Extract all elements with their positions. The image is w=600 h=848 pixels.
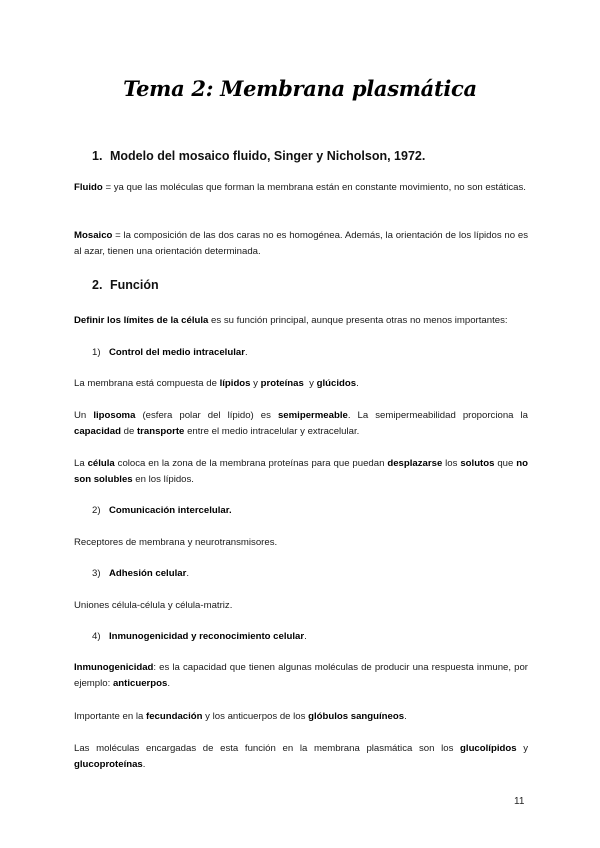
subsection-3-heading [92,566,189,582]
text-segment: y [303,378,317,389]
mosaico-paragraph [74,228,528,260]
text-segment: los [442,458,461,469]
bold-term: célula [87,458,115,469]
function-intro-bold: Definir los límites de la célula [74,315,209,326]
subsection-1-heading [92,345,248,361]
subsection-3-number: 3) [92,568,101,579]
section-1-number: 1. [92,149,103,163]
subsection-4-tail: . [304,631,307,642]
subsection-1-tail: . [244,347,248,358]
text-segment: : es la capacidad que tienen algunas moléculas de producir una respuesta inmune, por ejemplo: [74,662,528,689]
bold-term: transporte [136,426,185,437]
bold-term: Inmunogenicidad [74,662,154,673]
bold-term: liposoma [93,410,136,421]
section-2-number: 2. [92,278,103,292]
text-segment: La membrana está compuesta de [74,378,220,389]
bold-term: capacidad [74,426,121,437]
subsection-1-number: 1) [92,347,101,358]
text-segment: coloca en la zona de la membrana proteínas para que puedan [114,458,388,469]
bold-term: glúcidos [316,378,357,389]
text-segment: . [356,378,359,389]
text-segment: . [142,759,146,770]
bold-term: anticuerpos [112,678,168,689]
section-2-title: Función [110,278,159,292]
subsection-1-title: Control del medio intracelular [109,347,245,358]
bold-term: glóbulos sanguíneos [308,711,405,722]
subsection-3-title: Adhesión celular [109,568,187,579]
section-2-heading [92,278,159,292]
bold-term: glucolípidos [460,743,517,754]
subsection-4-title: Inmunogenicidad y reconocimiento celular [109,631,305,642]
text-segment: entre el medio intracelular y extracelular. [184,426,360,437]
subsection-2-number: 2) [92,505,101,516]
text-segment: que [494,458,517,469]
text-segment: Importante en la [74,711,146,722]
bold-term: fecundación [146,711,203,722]
text-segment: y los anticuerpos de los [202,711,309,722]
text-segment: y [516,743,529,754]
subsection-2-title: Comunicación intercelular. [109,505,232,516]
text-segment: y [250,378,261,389]
fluido-paragraph [74,180,528,196]
text-segment: en los lípidos. [132,474,194,485]
sub4-paragraph-3 [74,741,528,773]
page-title: Tema 2: Membrana plasmática [123,76,477,101]
text-segment: La [74,458,88,469]
subsection-4-number: 4) [92,631,101,642]
text-segment: Un [74,410,94,421]
sub1-paragraph-1 [74,376,528,392]
sub2-paragraph-1: Receptores de membrana y neurotransmisores. [74,537,278,548]
text-segment: Las moléculas encargadas de esta función en la membrana plasmática son los [74,743,461,754]
sub4-paragraph-2 [74,709,528,725]
text-segment: de [120,426,137,437]
sub3-paragraph-1: Uniones célula-célula y célula-matriz. [74,600,233,611]
bold-term: solutos [460,458,495,469]
bold-term: glucoproteínas [74,759,143,770]
fluido-text: = ya que las moléculas que forman la membrana están en constante movimiento, no son estáticas. [102,182,526,193]
mosaico-term: Mosaico [74,230,113,241]
sub1-paragraph-3 [74,456,528,488]
text-segment: . La semipermeabilidad proporciona la [347,410,528,421]
text-segment: . [167,678,170,689]
text-segment: (esfera polar del lípido) es [135,410,278,421]
bold-term: proteínas [260,378,304,389]
bold-term: semipermeable [277,410,348,421]
section-1-heading [92,149,425,163]
subsection-3-tail: . [186,568,189,579]
function-intro [74,313,528,329]
function-intro-text: es su función principal, aunque presenta otras no menos importantes: [208,315,508,326]
subsection-2-heading [92,503,232,519]
page-number: 11 [514,796,525,807]
sub1-paragraph-2 [74,408,528,440]
sub4-paragraph-1 [74,660,528,692]
bold-term: lípidos [219,378,251,389]
fluido-term: Fluido [74,182,103,193]
text-segment: . [404,711,407,722]
bold-term: no son solubles [74,458,528,485]
bold-term: desplazarse [387,458,443,469]
section-1-title: Modelo del mosaico fluido, Singer y Nicholson, 1972. [110,149,426,163]
subsection-4-heading [92,629,307,645]
mosaico-text: = la composición de las dos caras no es homogénea. Además, la orientación de los lípidos no es al azar, tienen una orientación determinada. [74,230,528,257]
